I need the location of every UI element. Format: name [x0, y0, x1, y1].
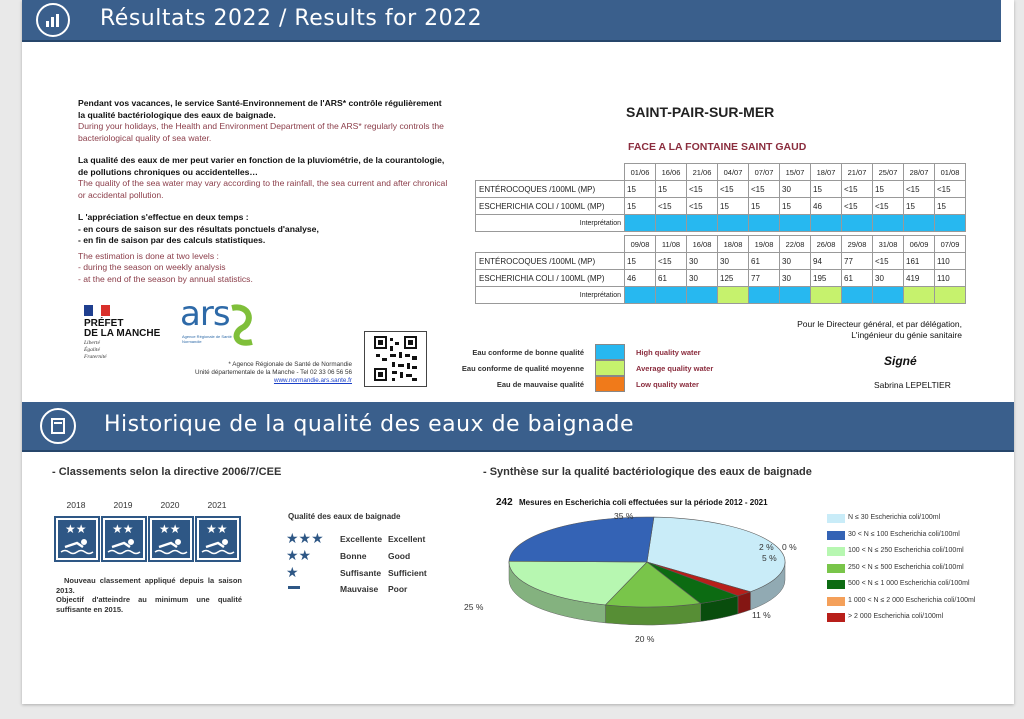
legend-avg-swatch [595, 360, 625, 376]
prefet-logo [84, 305, 174, 365]
table2-cell: 30 [780, 270, 811, 287]
interp-cell [904, 287, 935, 304]
stars-legend-excellent-fr: Excellente [340, 534, 383, 544]
table1-cell: <15 [842, 198, 873, 215]
interp-cell [625, 287, 656, 304]
table2-date: 06/09 [904, 236, 935, 253]
results-table-1 [475, 163, 966, 232]
signature-block [742, 319, 962, 341]
ars-wordmark: ars [180, 294, 230, 334]
table1-cell: <15 [656, 198, 687, 215]
table1-ecoli-row [476, 198, 966, 215]
interp-cell [780, 287, 811, 304]
stars-legend-title: Qualité des eaux de baignade [288, 512, 401, 521]
interp-cell [811, 215, 842, 232]
table1-date: 16/06 [656, 164, 687, 181]
table2-date: 07/09 [935, 236, 966, 253]
report-page [22, 0, 1014, 704]
table2-cell: 15 [625, 253, 656, 270]
table1-cell: <15 [687, 181, 718, 198]
table1-cell: 30 [780, 181, 811, 198]
intro-p3-fr-1: - en cours de saison sur des résultats ponctuels d'analyse, [78, 223, 319, 234]
qr-code[interactable] [364, 331, 427, 387]
synthese-heading: - Synthèse sur la qualité bactériologique des eaux de baignade [483, 466, 812, 478]
intro-p3-en-1: - during the season on weekly analysis [78, 262, 226, 272]
signature-line1: Pour le Directeur général, et par délégation, [797, 319, 962, 329]
table2-cell: 61 [656, 270, 687, 287]
interp-cell [780, 215, 811, 232]
pie-key-3 [827, 564, 845, 573]
intro-p1-fr: Pendant vos vacances, le service Santé-Environnement de l'ARS* contrôle régulièrement la qualité bactériologique des eaux de baignade. [78, 98, 442, 120]
table2-date: 22/08 [780, 236, 811, 253]
motto-2: Égalité [84, 347, 100, 353]
table1-cell: <15 [687, 198, 718, 215]
classement-badges-art [55, 517, 255, 563]
pie-slice [509, 517, 654, 562]
table1-interp-row [476, 215, 966, 232]
table1-date: 04/07 [718, 164, 749, 181]
interp-cell [718, 215, 749, 232]
pie-key-4 [827, 580, 845, 589]
table2-cell: 195 [811, 270, 842, 287]
classement-heading: - Classements selon la directive 2006/7/CEE [52, 466, 282, 478]
pct-label-0: 0 % [782, 542, 797, 552]
table1-date: 21/07 [842, 164, 873, 181]
table1-date: 01/08 [935, 164, 966, 181]
table2-date: 19/08 [749, 236, 780, 253]
table1-cell: 15 [656, 181, 687, 198]
table2-ecoli-row [476, 270, 966, 287]
legend-avg-en: Average quality water [636, 364, 714, 373]
interp-cell [749, 215, 780, 232]
interp-cell [842, 287, 873, 304]
pie-legend-label-6: > 2 000 Escherichia coli/100ml [848, 613, 944, 620]
interp-cell [718, 287, 749, 304]
table2-cell: 30 [780, 253, 811, 270]
table2-cell: 61 [749, 253, 780, 270]
top-banner [22, 0, 1001, 42]
table1-cell: 46 [811, 198, 842, 215]
intro-p2-fr: La qualité des eaux de mer peut varier en fonction de la pluviométrie, de la courantologie, de pollutions chroniques ou accidentelles… [78, 155, 445, 177]
table1-cell: 15 [780, 198, 811, 215]
calendar-icon [40, 408, 76, 444]
table1-date: 18/07 [811, 164, 842, 181]
intro-p3-en-title: The estimation is done at two levels : [78, 250, 219, 261]
interp-cell [749, 287, 780, 304]
table2-cell: 61 [842, 270, 873, 287]
ars-logo [180, 294, 260, 350]
swimmer-icon [61, 540, 234, 554]
classement-note2: Objectif d'atteindre au minimum une qualité suffisante en 2015. [56, 595, 242, 614]
table2-cell: 77 [749, 270, 780, 287]
table2-cell: 77 [842, 253, 873, 270]
pct-label-25: 25 % [464, 602, 484, 612]
table2-cell: 30 [718, 253, 749, 270]
ars-sub1: Agence Régionale de Santé [182, 334, 232, 339]
table1-cell: 15 [749, 198, 780, 215]
table1-cell: <15 [749, 181, 780, 198]
bar-chart-icon [36, 3, 70, 37]
motto-3: Fraternité [84, 354, 107, 360]
table2-cell: <15 [656, 253, 687, 270]
bottom-banner-title: Historique de la qualité des eaux de baignade [104, 412, 635, 437]
table1-row1-label: ENTÉROCOQUES /100ML (MP) [476, 181, 625, 198]
marianne-flag-icon [84, 305, 110, 316]
pie-legend-label-4: 500 < N ≤ 1 000 Escherichia coli/100ml [848, 580, 970, 587]
year-2018: 2018 [66, 500, 86, 510]
table1-date: 15/07 [780, 164, 811, 181]
table2-row2-label: ESCHERICHIA COLI / 100ML (MP) [476, 270, 625, 287]
table2-cell: 30 [687, 270, 718, 287]
pie-key-1 [827, 531, 845, 540]
pie-legend-label-5: 1 000 < N ≤ 2 000 Escherichia coli/100ml [848, 597, 976, 604]
table2-date: 26/08 [811, 236, 842, 253]
table2-date: 16/08 [687, 236, 718, 253]
pct-label-2: 2 % [759, 542, 774, 552]
table1-cell: 15 [904, 198, 935, 215]
intro-p1-en: During your holidays, the Health and Environment Department of the ARS* regularly controls the bacteriological quality of sea water. [78, 121, 444, 143]
interp-cell [904, 215, 935, 232]
pie-legend-label-0: N ≤ 30 Escherichia coli/100ml [848, 514, 941, 521]
top-banner-title: Résultats 2022 / Results for 2022 [100, 6, 483, 31]
stars-2-icon: ★★ [286, 547, 312, 563]
stars-legend-poor-fr: Mauvaise [340, 584, 379, 594]
interp-cell [656, 287, 687, 304]
pct-label-35: 35 % [614, 511, 634, 521]
year-2021: 2021 [207, 500, 227, 510]
legend-bad-en: Low quality water [636, 380, 699, 389]
synthese-count: 242 [496, 497, 513, 508]
table1-cell: 15 [811, 181, 842, 198]
ars-address-line2: Unité départementale de la Manche - Tel 02 33 06 56 56 [194, 369, 352, 376]
ars-address [158, 361, 352, 385]
table2-cell: 161 [904, 253, 935, 270]
pie-legend-label-2: 100 < N ≤ 250 Escherichia coli/100ml [848, 547, 964, 554]
pct-label-11: 11 % [752, 610, 771, 620]
interp-cell [873, 287, 904, 304]
stars-legend-sufficient-en: Sufficient [388, 568, 427, 578]
table2-date: 31/08 [873, 236, 904, 253]
table1-cell: <15 [904, 181, 935, 198]
stars-legend-good-fr: Bonne [340, 551, 367, 561]
table1-date: 01/06 [625, 164, 656, 181]
table1-dates-row [476, 164, 966, 181]
commune-title: SAINT-PAIR-SUR-MER [626, 104, 775, 120]
interp-cell [687, 215, 718, 232]
table1-cell: 15 [625, 198, 656, 215]
table1-cell: <15 [935, 181, 966, 198]
beach-title: FACE A LA FONTAINE SAINT GAUD [628, 141, 807, 153]
table1-cell: <15 [842, 181, 873, 198]
table2-row1-label: ENTÉROCOQUES /100ML (MP) [476, 253, 625, 270]
classement-note1: Nouveau classement appliqué depuis la saison 2013. [56, 576, 242, 595]
table1-enterocoques-row [476, 181, 966, 198]
star-icon: ★★ [206, 522, 228, 536]
signature-name: Sabrina LEPELTIER [874, 380, 951, 390]
table1-date: 21/06 [687, 164, 718, 181]
bottom-banner [22, 402, 1014, 452]
intro-p2-en: The quality of the sea water may vary according to the rainfall, the sea current and after chronical or accidental pollution. [78, 178, 448, 200]
legend-good-en: High quality water [636, 348, 701, 357]
ars-website-link[interactable]: www.normandie.ars.sante.fr [273, 377, 352, 384]
table1-cell: 15 [873, 181, 904, 198]
classement-notes [56, 576, 242, 614]
stars-legend-excellent-en: Excellent [388, 534, 426, 544]
star-icon: ★★ [159, 522, 181, 536]
pie-chart [482, 510, 802, 640]
prefet-line1: PRÉFET [84, 318, 124, 329]
table1-interp-label: Interprétation [476, 215, 625, 232]
table2-interp-label: Interprétation [476, 287, 625, 304]
intro-p3-fr-2: - en fin de saison par des calculs statistiques. [78, 235, 266, 245]
motto-1: Liberté [84, 340, 100, 346]
interp-cell [935, 215, 966, 232]
prefet-line2: DE LA MANCHE [84, 328, 161, 339]
table2-cell: 46 [625, 270, 656, 287]
interp-cell [656, 215, 687, 232]
table2-date: 29/08 [842, 236, 873, 253]
pie-key-2 [827, 547, 845, 556]
table2-cell: 110 [935, 270, 966, 287]
table1-cell: 15 [935, 198, 966, 215]
stars-legend-sufficient-fr: Suffisante [340, 568, 382, 578]
interp-cell [625, 215, 656, 232]
table2-cell: 30 [687, 253, 718, 270]
interp-cell [873, 215, 904, 232]
table1-cell: 15 [718, 198, 749, 215]
ars-sub2: Normandie [182, 339, 202, 344]
stars-3-icon: ★★★ [286, 530, 324, 546]
table2-cell: 419 [904, 270, 935, 287]
pct-label-20: 20 % [635, 634, 655, 644]
table2-date: 11/08 [656, 236, 687, 253]
stars-1-icon: ★ [286, 564, 299, 580]
chart-title: Mesures en Escherichia coli effectuées sur la période 2012 - 2021 [519, 498, 768, 507]
table1-date: 28/07 [904, 164, 935, 181]
legend-bad-fr: Eau de mauvaise qualité [496, 380, 584, 389]
table1-cell: <15 [718, 181, 749, 198]
ars-address-line1: * Agence Régionale de Santé de Normandie [228, 361, 352, 368]
pie-key-6 [827, 613, 845, 622]
table1-date: 25/07 [873, 164, 904, 181]
stars-legend-good-en: Good [388, 551, 411, 561]
table2-cell: 125 [718, 270, 749, 287]
year-2019: 2019 [113, 500, 133, 510]
legend-bad-swatch [595, 376, 625, 392]
table2-dates-row [476, 236, 966, 253]
intro-text [78, 98, 450, 285]
table2-cell: 94 [811, 253, 842, 270]
interp-cell [811, 287, 842, 304]
table1-cell: <15 [873, 198, 904, 215]
interp-cell [935, 287, 966, 304]
intro-p3-fr-title: L 'appréciation s'effectue en deux temps : [78, 212, 249, 222]
pie-legend-label-1: 30 < N ≤ 100 Escherichia coli/100ml [848, 531, 960, 538]
table1-date: 07/07 [749, 164, 780, 181]
pct-label-5: 5 % [762, 553, 777, 563]
table2-cell: 110 [935, 253, 966, 270]
results-table-2 [475, 235, 966, 304]
stars-legend-poor-en: Poor [388, 584, 408, 594]
poor-dash-icon [288, 586, 300, 589]
table2-cell: 30 [873, 270, 904, 287]
table1-row2-label: ESCHERICHIA COLI / 100ML (MP) [476, 198, 625, 215]
table2-enterocoques-row [476, 253, 966, 270]
interp-cell [687, 287, 718, 304]
signature-line2: L'ingénieur du génie sanitaire [851, 330, 962, 340]
star-icon: ★★ [112, 522, 134, 536]
star-icon: ★★ [65, 522, 87, 536]
year-2020: 2020 [160, 500, 180, 510]
pie-key-0 [827, 514, 845, 523]
table2-date: 09/08 [625, 236, 656, 253]
interp-cell [842, 215, 873, 232]
table2-interp-row [476, 287, 966, 304]
legend-good-fr: Eau conforme de bonne qualité [472, 348, 584, 357]
signature-signed: Signé [884, 354, 917, 368]
pie-key-5 [827, 597, 845, 606]
table1-cell: 15 [625, 181, 656, 198]
badge-icons-2018 [65, 522, 87, 536]
legend-good-swatch [595, 344, 625, 360]
intro-p3-en-2: - at the end of the season by annual statistics. [78, 273, 253, 284]
legend-avg-fr: Eau conforme de qualité moyenne [461, 364, 584, 373]
table2-date: 18/08 [718, 236, 749, 253]
table2-cell: <15 [873, 253, 904, 270]
pie-legend-label-3: 250 < N ≤ 500 Escherichia coli/100ml [848, 564, 964, 571]
